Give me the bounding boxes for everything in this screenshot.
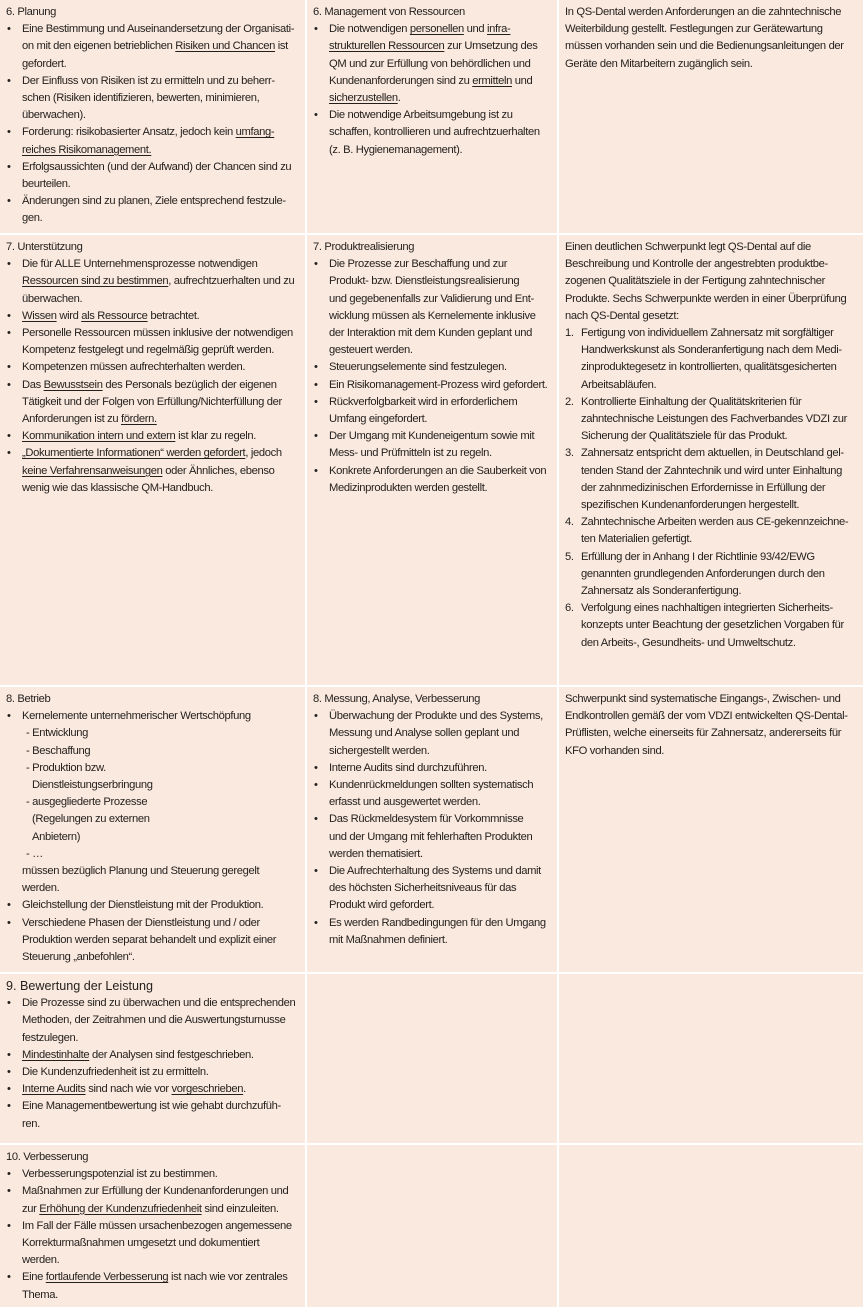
list-item: • Wissen wird als Ressource betrachtet. — [6, 308, 301, 325]
section-title: 10. Verbesserung — [6, 1151, 89, 1163]
bullet-list — [6, 708, 301, 966]
list-item: • Konkrete Anforderungen an die Sauberkeit von Medizinprodukten werden gestellt. — [313, 463, 553, 497]
list-item: • Maßnahmen zur Erfüllung der Kundenanforderungen und zur Erhöhung der Kundenzufriedenheit sind einzuleiten. — [6, 1183, 301, 1217]
bullet-list — [313, 256, 553, 497]
bullet-list — [6, 1166, 301, 1304]
cell-messung-analyse — [307, 687, 559, 974]
list-item: 4. Zahntechnische Arbeiten werden aus CE-gekennzeichne- ten Materialien gefertigt. — [565, 516, 849, 546]
list-item: 2. Kontrollierte Einhaltung der Qualitätskriterien für zahntechnische Leistungen des Fachverbandes VDZI zur Sicherung der Qualitätsziele für das Produkt. — [565, 395, 848, 443]
list-item: • Verschiedene Phasen der Dienstleistung und / oder Produktion werden separat behandelt und explizit einer Steuerung „anbefohlen“. — [6, 915, 301, 967]
empty-cell — [307, 1145, 559, 1309]
list-item: • „Dokumentierte Informationen“ werden gefordert, jedoch keine Verfahrensanweisungen oder Ähnliches, ebenso wenig wie das klassische QM-Handbuch. — [6, 445, 301, 497]
cell-unterstuetzung — [0, 235, 307, 687]
cell-bewertung-leistung — [0, 974, 307, 1145]
list-item: • Steuerungselemente sind festzulegen. — [313, 359, 553, 376]
list-item: • Die Kundenzufriedenheit ist zu ermitteln. — [6, 1064, 301, 1081]
section-title: 8. Messung, Analyse, Verbesserung — [313, 693, 480, 705]
list-item: • Ein Risikomanagement-Prozess wird gefordert. — [313, 377, 553, 394]
list-item: • Im Fall der Fälle müssen ursachenbezogen angemessene Korrekturmaßnahmen umgesetzt und dokumentiert werden. — [6, 1218, 301, 1270]
list-item: • Die Prozesse zur Beschaffung und zur Produkt- bzw. Dienstleistungsrealisierung und gegebenenfalls zur Validierung und Ent- wicklung müssen als Kernelemente inklusive der Interaktion mit dem Kunden geplant und gesteuert werden. — [313, 256, 553, 359]
list-item: • Mindestinhalte der Analysen sind festgeschrieben. — [6, 1047, 301, 1064]
cell-verbesserung — [0, 1145, 307, 1309]
list-item: • Die Prozesse sind zu überwachen und die entsprechenden Methoden, der Zeitrahmen und die Auswertungsturnusse festzulegen. — [6, 995, 301, 1047]
cell-qs-dental-weiterbildung: In QS-Dental werden Anforderungen an die zahntechnische Weiterbildung gestellt. Festlegungen zur Gerätewartung müssen vorhanden sein und die Bedienungsanleitungen der Geräte den Mitarbeitern zugänglich sein. — [559, 0, 863, 235]
list-item: • Überwachung der Produkte und des Systems, Messung und Analyse sollen geplant und sichergestellt werden. — [313, 708, 553, 760]
list-item: • Das Bewusstsein des Personals bezüglich der eigenen Tätigkeit und der Folgen von Erfüllung/Nichterfüllung der Anforderungen ist zu fördern. — [6, 377, 301, 429]
list-item: • Änderungen sind zu planen, Ziele entsprechend festzule- gen. — [6, 193, 301, 227]
bullet-list — [6, 995, 301, 1133]
bullet-list — [313, 21, 553, 159]
list-item: • Es werden Randbedingungen für den Umgang mit Maßnahmen definiert. — [313, 915, 553, 949]
empty-cell — [559, 974, 863, 1145]
list-item: • Die für ALLE Unternehmensprozesse notwendigen Ressourcen sind zu bestimmen, aufrechtzuerhalten und zu überwachen. — [6, 256, 301, 308]
cell-planung — [0, 0, 307, 235]
empty-cell — [307, 974, 559, 1145]
section-title: 6. Management von Ressourcen — [313, 6, 465, 18]
list-item: • Forderung: risikobasierter Ansatz, jedoch kein umfang- reiches Risikomanagement. — [6, 124, 301, 158]
list-item: 5. Erfüllung der in Anhang I der Richtlinie 93/42/EWG genannten grundlegenden Anforderungen durch den Zahnersatz als Sonderanfertigung. — [565, 550, 825, 598]
list-item: • Kundenrückmeldungen sollten systematisch erfasst und ausgewertet werden. — [313, 777, 553, 811]
list-item: 3. Zahnersatz entspricht dem aktuellen, in Deutschland gel- tenden Stand der Zahntechnik und wird unter Einhaltung der zahnmedizinischen Erfordernisse in Erfüllung der spezifischen Kundenanforderungen hergestellt. — [565, 447, 844, 512]
list-item: • Interne Audits sind nach wie vor vorgeschrieben. — [6, 1081, 301, 1098]
section-title: 9. Bewertung der Leistung — [6, 979, 154, 993]
list-item: • Interne Audits sind durchzuführen. — [313, 760, 553, 777]
cell-betrieb — [0, 687, 307, 974]
cell-management-ressourcen — [307, 0, 559, 235]
bullet-list — [313, 708, 553, 949]
cell-qs-dental-schwerpunkte: Einen deutlichen Schwerpunkt legt QS-Dental auf die Beschreibung und Kontrolle der angestrebten produktbe- zogenen Qualitätsziele in der Fertigung zahntechnischer Produkte. Sechs Schwerpunkte werden in einer Überprüfung nach QS-Dental gesetzt: 1. Fertigung von individuellem Zahnersatz mit sorgfältiger Handwerkskunst als Sonderanfertigung nach dem Medi- zinproduktegesetz in kontrollierten, qualitätsgesicherten Arbeitsabläufen. 2. Kontrollierte Einhaltung der Qualitätskriterien für zahntechnische Leistungen des Fachverbandes VDZI zur Sicherung der Qualitätsziele für das Produkt. 3. Zahnersatz entspricht dem aktuellen, in Deutschland gel- tenden Stand der Zahntechnik und wird unter Einhaltung der zahnmedizinischen Erfordernisse in Erfüllung der spezifischen Kundenanforderungen hergestellt. 4. Zahntechnische Arbeiten werden aus CE-gekennzeichne- ten Materialien gefertigt. 5. Erfüllung der in Anhang I der Richtlinie 93/42/EWG genannten grundlegenden Anforderungen durch den Zahnersatz als Sonderanfertigung. 6. Verfolgung eines nachhaltigen integrierten Sicherheits- konzepts unter Beachtung der gesetzlichen Vorgaben für den Arbeits-, Gesundheits- und Umweltschutz. — [559, 235, 863, 687]
list-item: • Die notwendigen personellen und infra- strukturellen Ressourcen zur Umsetzung des QM und zur Erfüllung von behördlichen und Kundenanforderungen sind zu ermitteln und sicherzustellen. — [313, 21, 553, 107]
empty-cell — [559, 1145, 863, 1309]
section-title: 8. Betrieb — [6, 693, 51, 705]
list-item: 1. Fertigung von individuellem Zahnersatz mit sorgfältiger Handwerkskunst als Sonderanfertigung nach dem Medi- zinproduktegesetz in kontrollierten, qualitätsgesicherten Arbeitsabläufen. — [565, 327, 842, 391]
list-item: • Der Einfluss von Risiken ist zu ermitteln und zu beherr- schen (Risiken identifizieren, bewerten, minimieren, überwachen). — [6, 73, 301, 125]
section-title: 7. Unterstützung — [6, 241, 83, 253]
section-title: 7. Produktrealisierung — [313, 241, 415, 253]
list-item: • Personelle Ressourcen müssen inklusive der notwendigen Kompetenz festgelegt und regelmäßig geprüft werden. — [6, 325, 301, 359]
cell-qs-dental-kontrollen: Schwerpunkt sind systematische Eingangs-, Zwischen- und Endkontrollen gemäß der vom VDZI entwickelten QS-Dental- Prüflisten, welche einerseits für Zahnersatz, andererseits für KFO vorhanden sind. — [559, 687, 863, 974]
list-item: • Kompetenzen müssen aufrechterhalten werden. — [6, 359, 301, 376]
list-item: • Eine Managementbewertung ist wie gehabt durchzufüh- ren. — [6, 1098, 301, 1132]
list-item: • Die Aufrechterhaltung des Systems und damit des höchsten Sicherheitsniveaus für das Produkt wird gefordert. — [313, 863, 553, 915]
list-item: • Verbesserungspotenzial ist zu bestimmen. — [6, 1166, 301, 1183]
section-title: 6. Planung — [6, 6, 56, 18]
numbered-list — [565, 325, 859, 652]
list-item: • Kernelemente unternehmerischer Wertschöpfung - Entwicklung - Beschaffung - Produktion bzw. Dienstleistungserbringung - ausgegliederte Prozesse (Regelungen zu externen Anbietern) - … müssen bezüglich Planung und Steuerung geregelt werden. — [6, 708, 301, 897]
list-item: 6. Verfolgung eines nachhaltigen integrierten Sicherheits- konzepts unter Beachtung der gesetzlichen Vorgaben für den Arbeits-, Gesundheits- und Umweltschutz. — [565, 602, 844, 649]
list-item: • Der Umgang mit Kundeneigentum sowie mit Mess- und Prüfmitteln ist zu regeln. — [313, 428, 553, 462]
cell-produktrealisierung — [307, 235, 559, 687]
list-item: • Die notwendige Arbeitsumgebung ist zu schaffen, kontrollieren und aufrechtzuerhalten (z. B. Hygienemanagement). — [313, 107, 553, 159]
bullet-list — [6, 256, 301, 497]
list-item: • Das Rückmeldesystem für Vorkommnisse und der Umgang mit fehlerhaften Produkten werden thematisiert. — [313, 811, 553, 863]
list-item: • Rückverfolgbarkeit wird in erforderlichem Umfang eingefordert. — [313, 394, 553, 428]
list-item: • Gleichstellung der Dienstleistung mit der Produktion. — [6, 897, 301, 914]
list-item: • Kommunikation intern und extern ist klar zu regeln. — [6, 428, 301, 445]
list-item: • Erfolgsaussichten (und der Aufwand) der Chancen sind zu beurteilen. — [6, 159, 301, 193]
bullet-list — [6, 21, 301, 227]
list-item: • Eine Bestimmung und Auseinandersetzung der Organisati- on mit den eigenen betrieblichen Risiken und Chancen ist gefordert. — [6, 21, 301, 73]
list-item: • Eine fortlaufende Verbesserung ist nach wie vor zentrales Thema. — [6, 1269, 301, 1303]
